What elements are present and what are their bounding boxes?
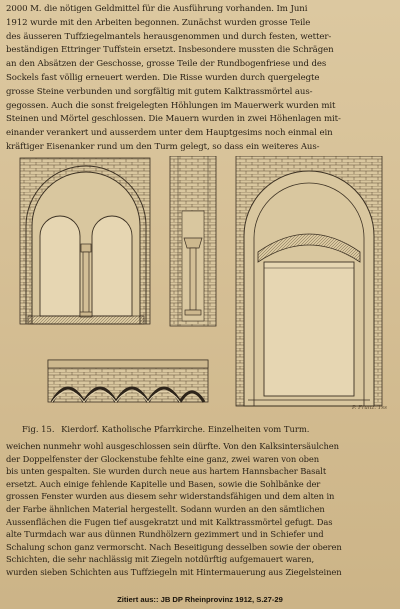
text-line: bis unten gespalten. Sie wurden durch neue aus hartem Hannsbacher Basalt	[6, 466, 327, 477]
text-line: an den Absätzen der Geschosse, grosse Teile der Rundbogenfriese und des	[6, 59, 327, 70]
text-line: weichen nunmehr wohl ausgeschlossen sein dürfte. Von den Kalksintersäulchen	[6, 441, 339, 451]
text-line: grossen Fenster wurden aus diesem sehr widerstandsfähigen und dem alten in	[6, 491, 335, 502]
figure-caption	[22, 424, 382, 434]
text-line: der Doppelfenster der Glockenstube fehlte eine ganz, zwei waren von oben	[6, 453, 320, 464]
tower-details-illustration	[18, 156, 384, 422]
figure-caption-text: Kierdorf. Katholische Pfarrkirche. Einzelheiten vom Turm.	[61, 424, 310, 434]
text-line: grosse Steine verbunden und sorgfältig mit gutem Kalktrassmörtel aus-	[6, 86, 313, 97]
bottom-paragraph	[6, 440, 394, 579]
text-line: des äusseren Tuffziegelmantels herausgenommen und durch festen, wetter-	[6, 31, 332, 42]
artist-signature: P. Franz. 1ss	[352, 405, 387, 411]
text-line: gegossen. Auch die sonst freigelegten Höhlungen im Mauerwerk wurden mit	[6, 100, 336, 111]
text-line: wurden sieben Schichten aus Tuffziegeln mit Hintermauerung aus Ziegelsteinen	[6, 566, 342, 577]
text-line: 2000 M. die nötigen Geldmittel für die Ausführung vorhanden. Im Juni	[6, 4, 308, 14]
top-paragraph	[6, 3, 394, 155]
text-line: ersetzt. Auch einige fehlende Kapitelle und Basen, sowie die Sohlbänke der	[6, 478, 321, 489]
text-line: Sockels fast völlig erneuert werden. Die Risse wurden durch quergelegte	[6, 72, 320, 83]
column-detail-drawing	[170, 156, 216, 326]
double-window-drawing	[20, 158, 150, 324]
source-citation: Zitiert aus:: JB DP Rheinprovinz 1912, S.27-29	[117, 595, 283, 604]
text-line: Schalung schon ganz vermorscht. Nach Beseitigung desselben sowie der oberen	[6, 541, 342, 552]
text-line: beständigen Ettringer Tuffstein ersetzt. Insbesondere mussten die Schrägen	[6, 45, 334, 56]
text-line: Schichten, die sehr nachlässig mit Ziegeln notdürftig aufgemauert waren,	[6, 554, 315, 565]
text-line: einander verankert und ausserdem unter dem Hauptgesims noch einmal ein	[6, 128, 333, 139]
text-line: alte Turmdach war aus dünnen Rundhölzern gezimmert und in Schiefer und	[6, 529, 324, 540]
text-line: Steinen und Mörtel geschlossen. Die Mauern wurden in zwei Höhenlagen mit-	[6, 114, 341, 125]
text-line: kräftiger Eisenanker rund um den Turm gelegt, so dass ein weiteres Aus-	[6, 141, 320, 152]
text-line: 1912 wurde mit den Arbeiten begonnen. Zunächst wurden grosse Teile	[6, 17, 311, 28]
figure-number: Fig. 15.	[22, 424, 55, 434]
text-line: der Farbe ähnlichen Material hergestellt. Sodann wurden an den sämtlichen	[6, 503, 325, 514]
arched-frieze-drawing	[48, 360, 208, 402]
architectural-drawing	[18, 156, 384, 422]
text-line: Aussenflächen die Fugen tief ausgekratzt und mit Kalktrassmörtel gefugt. Das	[6, 516, 333, 527]
arched-window-drawing	[236, 156, 382, 406]
